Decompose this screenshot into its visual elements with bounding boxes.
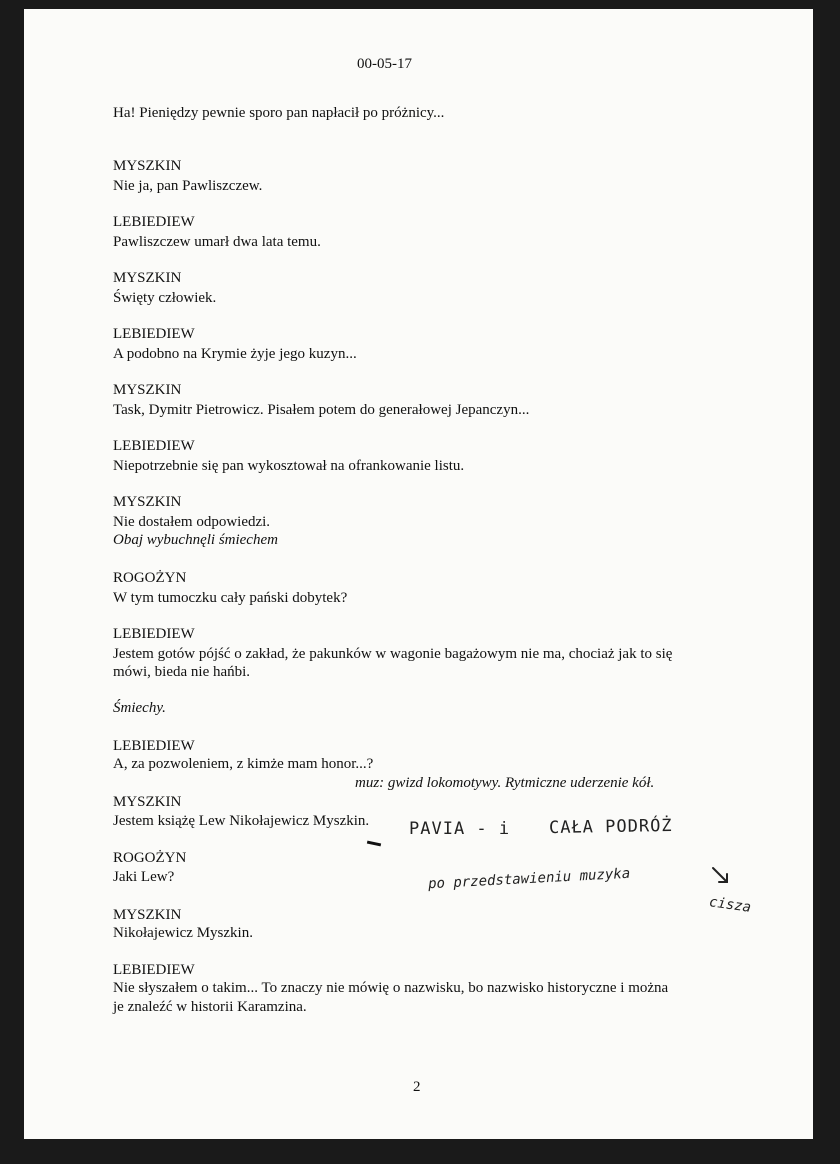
dialogue-line: A, za pozwoleniem, z kimże mam honor...? xyxy=(113,756,374,772)
speaker-name: LEBIEDIEW xyxy=(113,626,195,642)
dialogue-line: Pawliszczew umarł dwa lata temu. xyxy=(113,234,321,250)
script-page xyxy=(24,9,813,1139)
speaker-name: ROGOŻYN xyxy=(113,570,187,586)
handwritten-note-pavia: PAVIA - i xyxy=(409,819,511,839)
dialogue-line: Task, Dymitr Pietrowicz. Pisałem potem do generałowej Jepanczyn... xyxy=(113,402,530,418)
speaker-name: MYSZKIN xyxy=(113,158,182,174)
dialogue-line: mówi, bieda nie hańbi. xyxy=(113,664,251,680)
music-cue: muz: gwizd lokomotywy. Rytmiczne uderzenie kół. xyxy=(355,775,655,791)
header-date: 00-05-17 xyxy=(357,56,412,72)
speaker-name: MYSZKIN xyxy=(113,494,182,510)
dialogue-line: Nie ja, pan Pawliszczew. xyxy=(113,178,263,194)
dialogue-line: Jestem książę Lew Nikołajewicz Myszkin. xyxy=(113,813,370,829)
handwritten-note-music: po przedstawieniu muzyka xyxy=(427,865,631,893)
speaker-name: LEBIEDIEW xyxy=(113,962,195,978)
speaker-name: MYSZKIN xyxy=(113,270,182,286)
stage-direction: Śmiechy. xyxy=(113,700,166,716)
handwritten-note-journey: CAŁA PODRÓŻ xyxy=(548,815,673,839)
speaker-name: LEBIEDIEW xyxy=(113,326,195,342)
handwritten-underline xyxy=(367,841,381,847)
speaker-name: MYSZKIN xyxy=(113,794,182,810)
dialogue-line: Ha! Pieniędzy pewnie sporo pan napłacił po próżnicy... xyxy=(113,105,445,121)
speaker-name: LEBIEDIEW xyxy=(113,738,195,754)
stage-direction: Obaj wybuchnęli śmiechem xyxy=(113,532,278,548)
dialogue-line: W tym tumoczku cały pański dobytek? xyxy=(113,590,348,606)
speaker-name: MYSZKIN xyxy=(113,382,182,398)
dialogue-line: Nie dostałem odpowiedzi. xyxy=(113,514,271,530)
handwritten-note-silence: cisza xyxy=(708,894,753,916)
dialogue-line: Nikołajewicz Myszkin. xyxy=(113,925,253,941)
speaker-name: MYSZKIN xyxy=(113,907,182,923)
dialogue-line: Święty człowiek. xyxy=(113,290,217,306)
dialogue-line: Niepotrzebnie się pan wykosztował na ofrankowanie listu. xyxy=(113,458,465,474)
dialogue-line: je znaleźć w historii Karamzina. xyxy=(113,999,307,1015)
page-number: 2 xyxy=(413,1079,421,1095)
dialogue-line: Jaki Lew? xyxy=(113,869,175,885)
speaker-name: LEBIEDIEW xyxy=(113,214,195,230)
speaker-name: LEBIEDIEW xyxy=(113,438,195,454)
handwritten-arrow-icon xyxy=(710,865,734,887)
speaker-name: ROGOŻYN xyxy=(113,850,187,866)
dialogue-line: Nie słyszałem o takim... To znaczy nie mówię o nazwisku, bo nazwisko historyczne i można xyxy=(113,980,669,996)
dialogue-line: A podobno na Krymie żyje jego kuzyn... xyxy=(113,346,357,362)
dialogue-line: Jestem gotów pójść o zakład, że pakunków w wagonie bagażowym nie ma, chociaż jak to się xyxy=(113,646,673,662)
